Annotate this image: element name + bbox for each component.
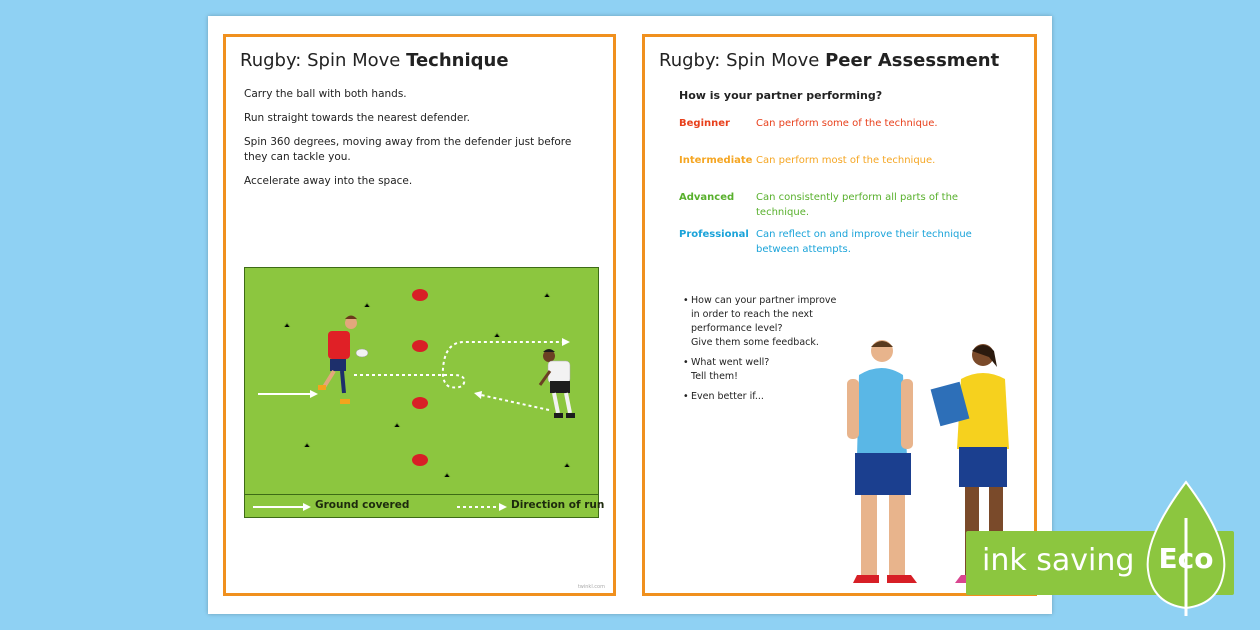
step-text: Carry the ball with both hands. (244, 88, 407, 100)
level-name: Professional (679, 229, 749, 240)
ink-saving-text: ink saving (982, 543, 1135, 578)
feedback-prompts (683, 294, 863, 410)
student-boy (847, 340, 917, 583)
level-name: Beginner (679, 118, 730, 129)
prompt-item: • How can your partner improve in order to reach the next performance level? Give them some feedback. (683, 294, 863, 350)
step-text: Spin 360 degrees, moving away from the defender just before they can tackle you. (244, 136, 572, 163)
technique-title: Rugby: Spin Move Technique (240, 50, 509, 71)
footer-watermark: twinkl.com (577, 584, 605, 590)
worksheet-page (208, 16, 1052, 614)
legend-ground-covered: Ground covered (315, 499, 410, 511)
assessment-question: How is your partner performing? (679, 89, 883, 102)
pitch-diagram (244, 267, 599, 517)
level-description: Can perform most of the technique. (756, 155, 936, 166)
performance-levels (679, 116, 1009, 264)
level-intermediate (679, 153, 1009, 190)
step-text: Accelerate away into the space. (244, 175, 413, 187)
technique-steps (244, 87, 594, 198)
peer-assessment-title: Rugby: Spin Move Peer Assessment (659, 50, 1000, 71)
level-description: Can consistently perform all parts of the technique. (756, 192, 959, 218)
peer-assessment-card (642, 34, 1037, 596)
level-name: Advanced (679, 192, 735, 203)
legend-direction-of-run: Direction of run (511, 499, 605, 511)
prompt-item: • What went well? Tell them! (683, 356, 863, 384)
prompt-item: • Even better if... (683, 390, 863, 404)
level-description: Can perform some of the technique. (756, 118, 938, 129)
diagram-legend (244, 494, 605, 518)
level-description: Can reflect on and improve their technique between attempts. (756, 229, 972, 255)
level-beginner (679, 116, 1009, 153)
level-professional (679, 227, 1009, 264)
eco-label: Eco (1158, 542, 1214, 575)
step-text: Run straight towards the nearest defender. (244, 112, 471, 124)
level-name: Intermediate (679, 155, 753, 166)
level-advanced (679, 190, 1009, 227)
technique-card (223, 34, 616, 596)
